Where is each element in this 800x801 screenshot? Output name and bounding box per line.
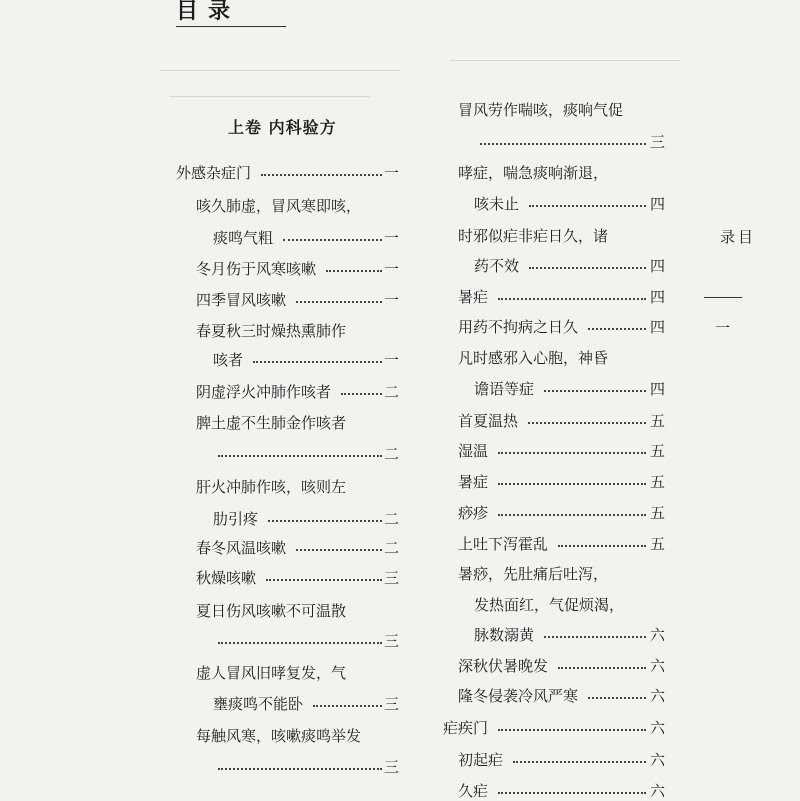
side-label: 目录: [718, 229, 754, 260]
toc-entry-text: 春冬风温咳嗽: [196, 539, 287, 557]
toc-entry-text: 四季冒风咳嗽: [196, 291, 287, 309]
toc-entry-text: 凡时感邪入心胞，神昏: [458, 349, 609, 367]
toc-leader-dots: [558, 667, 646, 669]
toc-page-number: 三: [384, 758, 400, 776]
toc-page-number: 六: [650, 782, 666, 800]
toc-page-number: 二: [384, 539, 400, 557]
toc-entry-text: 深秋伏暑晚发: [458, 657, 549, 675]
toc-leader-dots: [218, 642, 382, 644]
toc-entry-text: 春夏秋三时燥热熏肺作: [196, 322, 347, 340]
toc-entry-text: 疟疾门: [443, 719, 489, 737]
toc-leader-dots: [528, 422, 646, 424]
bleed-line: [450, 60, 680, 61]
section-heading: 上卷 内科验方: [228, 118, 337, 137]
toc-leader-dots: [268, 520, 382, 522]
toc-page-number: 五: [650, 473, 666, 491]
toc-page-number: 二: [384, 445, 400, 463]
toc-entry-text: 阴虚浮火冲肺作咳者: [196, 383, 332, 401]
toc-entry-text: 时邪似疟非疟日久，诸: [458, 227, 609, 245]
toc-entry-text: 脾土虚不生肺金作咳者: [196, 414, 347, 432]
toc-leader-dots: [498, 483, 646, 485]
toc-leader-dots: [341, 393, 382, 395]
toc-entry-text: 夏日伤风咳嗽不可温散: [196, 602, 347, 620]
toc-entry-text: 肋引疼: [213, 510, 259, 528]
title-rule: [176, 26, 286, 27]
toc-leader-dots: [498, 792, 646, 794]
toc-entry-text: 初起疟: [458, 751, 504, 769]
toc-entry-text: 冬月伤于风寒咳嗽: [196, 260, 317, 278]
toc-page-number: 一: [384, 260, 400, 278]
toc-entry-text: 壅痰鸣不能卧: [213, 695, 304, 713]
toc-entry-text: 药不效: [474, 257, 520, 275]
toc-entry-text: 哮症，喘急痰响渐退，: [458, 164, 609, 182]
toc-leader-dots: [544, 636, 646, 638]
toc-page-number: 一: [384, 164, 400, 182]
toc-page-number: 四: [650, 380, 666, 398]
toc-entry-text: 隆冬侵袭冷风严寒: [458, 687, 579, 705]
side-rule: [704, 297, 742, 298]
toc-entry-text: 谵语等症: [474, 380, 535, 398]
toc-entry-text: 肝火冲肺作咳，咳则左: [196, 478, 347, 496]
toc-entry-text: 暑痧，先肚痛后吐泻，: [458, 565, 609, 583]
toc-leader-dots: [261, 174, 382, 176]
toc-page-number: 一: [384, 229, 400, 247]
toc-leader-dots: [588, 328, 646, 330]
toc-entry-text: 上吐下泻霍乱: [458, 535, 549, 553]
toc-entry-text: 痰鸣气粗: [213, 229, 274, 247]
toc-leader-dots: [544, 390, 646, 392]
toc-page-number: 六: [650, 719, 666, 737]
toc-page-number: 五: [650, 442, 666, 460]
toc-leader-dots: [529, 205, 646, 207]
toc-page-number: 六: [650, 687, 666, 705]
bleed-line: [170, 96, 370, 97]
toc-entry-text: 每触风寒，咳嗽痰鸣举发: [196, 727, 362, 745]
toc-leader-dots: [218, 455, 382, 457]
toc-page-number: 六: [650, 751, 666, 769]
toc-entry-text: 脉数溺黄: [474, 626, 535, 644]
toc-leader-dots: [529, 267, 646, 269]
toc-page-number: 五: [650, 412, 666, 430]
toc-leader-dots: [296, 301, 382, 303]
toc-entry-text: 久疟: [458, 782, 489, 800]
toc-leader-dots: [588, 697, 646, 699]
toc-leader-dots: [498, 298, 646, 300]
toc-entry-text: 秋燥咳嗽: [196, 569, 257, 587]
toc-leader-dots: [266, 579, 382, 581]
toc-page-number: 一: [384, 291, 400, 309]
toc-page-number: 四: [650, 288, 666, 306]
toc-entry-text: 用药不拘病之日久: [458, 318, 579, 336]
toc-leader-dots: [480, 143, 646, 145]
toc-leader-dots: [498, 514, 646, 516]
toc-page-number: 五: [650, 535, 666, 553]
toc-entry-text: 湿温: [458, 442, 489, 460]
toc-leader-dots: [313, 705, 382, 707]
side-page-number: 一: [715, 319, 731, 337]
toc-entry-text: 咳久肺虚，冒风寒即咳，: [196, 197, 362, 215]
toc-entry-text: 首夏温热: [458, 412, 519, 430]
toc-entry-text: 咳未止: [474, 195, 520, 213]
toc-page-number: 二: [384, 383, 400, 401]
toc-page-number: 一: [384, 351, 400, 369]
toc-page-number: 三: [384, 569, 400, 587]
bleed-line: [160, 70, 400, 71]
toc-entry-text: 咳者: [213, 351, 244, 369]
toc-entry-text: 外感杂症门: [176, 164, 252, 182]
toc-leader-dots: [253, 361, 382, 363]
toc-page-number: 三: [384, 632, 400, 650]
toc-leader-dots: [296, 549, 382, 551]
toc-leader-dots: [513, 761, 646, 763]
toc-entry-text: 暑疟: [458, 288, 489, 306]
toc-page-number: 六: [650, 626, 666, 644]
toc-entry-text: 虚人冒风旧哮复发，气: [196, 664, 347, 682]
toc-page-number: 二: [384, 510, 400, 528]
toc-leader-dots: [498, 729, 646, 731]
toc-entry-text: 暑症: [458, 473, 489, 491]
toc-leader-dots: [326, 270, 382, 272]
toc-leader-dots: [498, 452, 646, 454]
toc-leader-dots: [558, 545, 646, 547]
toc-entry-text: 发热面红，气促烦渴，: [474, 596, 625, 614]
toc-page-number: 六: [650, 657, 666, 675]
toc-page-number: 三: [384, 695, 400, 713]
toc-page-number: 三: [650, 133, 666, 151]
toc-leader-dots: [218, 768, 382, 770]
toc-page-number: 四: [650, 318, 666, 336]
toc-entry-text: 痧疹: [458, 504, 489, 522]
toc-page-number: 四: [650, 257, 666, 275]
toc-leader-dots: [283, 239, 382, 241]
toc-entry-text: 冒风劳作喘咳，痰响气促: [458, 101, 624, 119]
page-title: 目录: [176, 0, 241, 24]
toc-page-number: 五: [650, 504, 666, 522]
toc-page-number: 四: [650, 195, 666, 213]
